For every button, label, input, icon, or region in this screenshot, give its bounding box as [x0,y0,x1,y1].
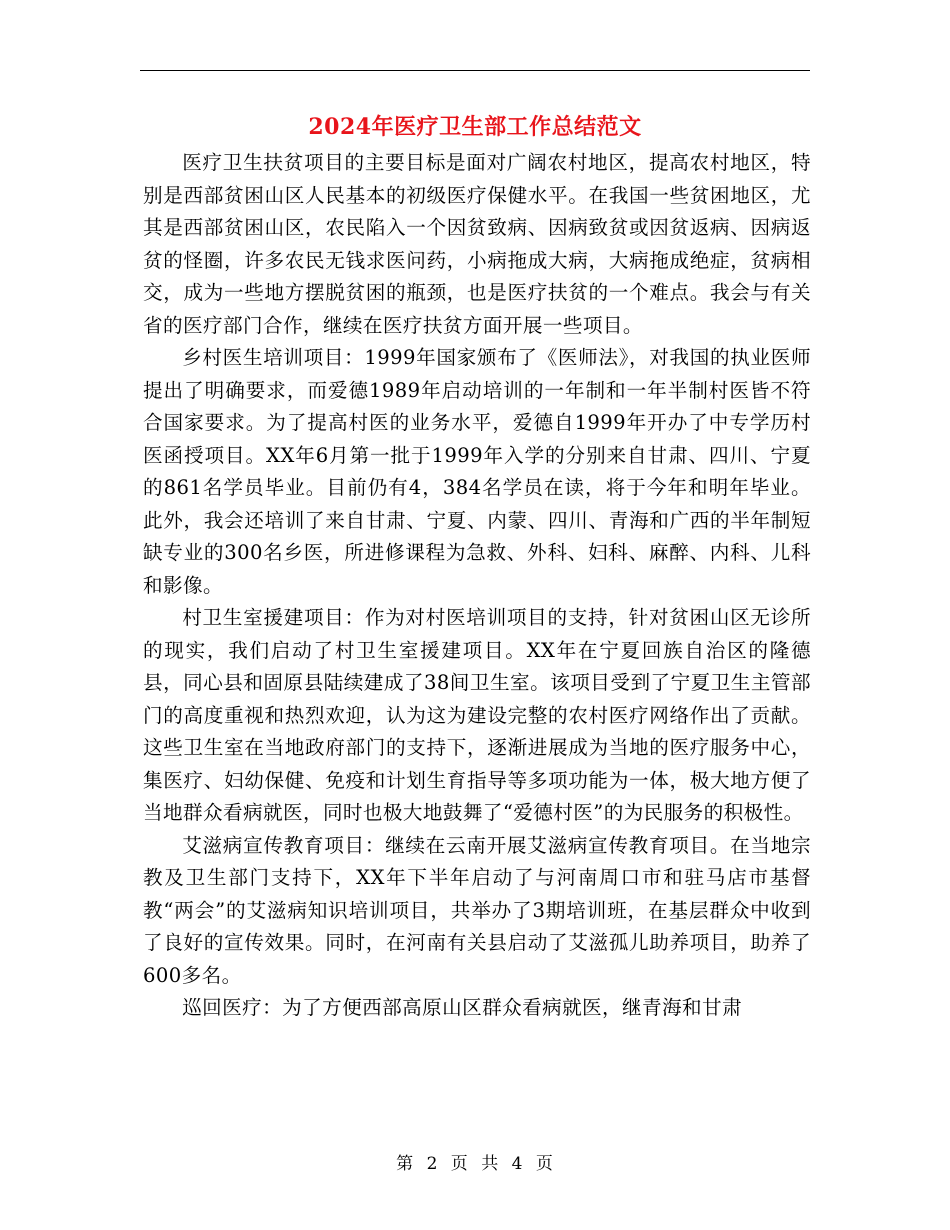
paragraph-clinic-construction: 村卫生室援建项目：作为对村医培训项目的支持，针对贫困山区无诊所的现实，我们启动了村卫生室援建项目。XX年在宁夏回族自治区的隆德县，同心县和固原县陆续建成了38间卫生室。该项目受到了宁夏卫生主管部门的高度重视和热烈欢迎，认为这为建设完整的农村医疗网络作出了贡献。这些卫生室在当地政府部门的支持下，逐渐进展成为当地的医疗服务中心，集医疗、妇幼保健、免疫和计划生育指导等多项功能为一体，极大地方便了当地群众看病就医，同时也极大地鼓舞了“爱德村医”的为民服务的积极性。 [143,606,811,824]
page-number-footer: 第 2 页 共 4 页 [396,1154,554,1174]
document-body [143,147,811,1025]
paragraph-aids-education: 艾滋病宣传教育项目：继续在云南开展艾滋病宣传教育项目。在当地宗教及卫生部门支持下，XX年下半年启动了与河南周口市和驻马店市基督教“两会”的艾滋病知识培训项目，共举办了3期培训班，在基层群众中收到了良好的宣传效果。同时，在河南有关县启动了艾滋孤儿助养项目，助养了600多名。 [143,833,811,987]
document-title: 2024年医疗卫生部工作总结范文 [308,114,642,140]
paragraph-intro: 医疗卫生扶贫项目的主要目标是面对广阔农村地区，提高农村地区，特别是西部贫困山区人民基本的初级医疗保健水平。在我国一些贫困地区，尤其是西部贫困山区，农民陷入一个因贫致病、因病致贫或因贫返病、因病返贫的怪圈，许多农民无钱求医问药，小病拖成大病，大病拖成绝症，贫病相交，成为一些地方摆脱贫困的瓶颈，也是医疗扶贫的一个难点。我会与有关省的医疗部门合作，继续在医疗扶贫方面开展一些项目。 [143,151,811,337]
paragraph-mobile-medical: 巡回医疗：为了方便西部高原山区群众看病就医，继青海和甘肃 [182,996,743,1019]
paragraph-village-doctor-training: 乡村医生培训项目：1999年国家颁布了《医师法》，对我国的执业医师提出了明确要求，而爱德1989年启动培训的一年制和一年半制村医皆不符合国家要求。为了提高村医的业务水平，爱德自1999年开办了中专学历村医函授项目。XX年6月第一批于1999年入学的分别来自甘肃、四川、宁夏的861名学员毕业。目前仍有4，384名学员在读，将于今年和明年毕业。此外，我会还培训了来自甘肃、宁夏、内蒙、四川、青海和广西的半年制短缺专业的300名乡医，所进修课程为急救、外科、妇科、麻醉、内科、儿科和影像。 [143,346,811,597]
header-rule [140,70,810,71]
